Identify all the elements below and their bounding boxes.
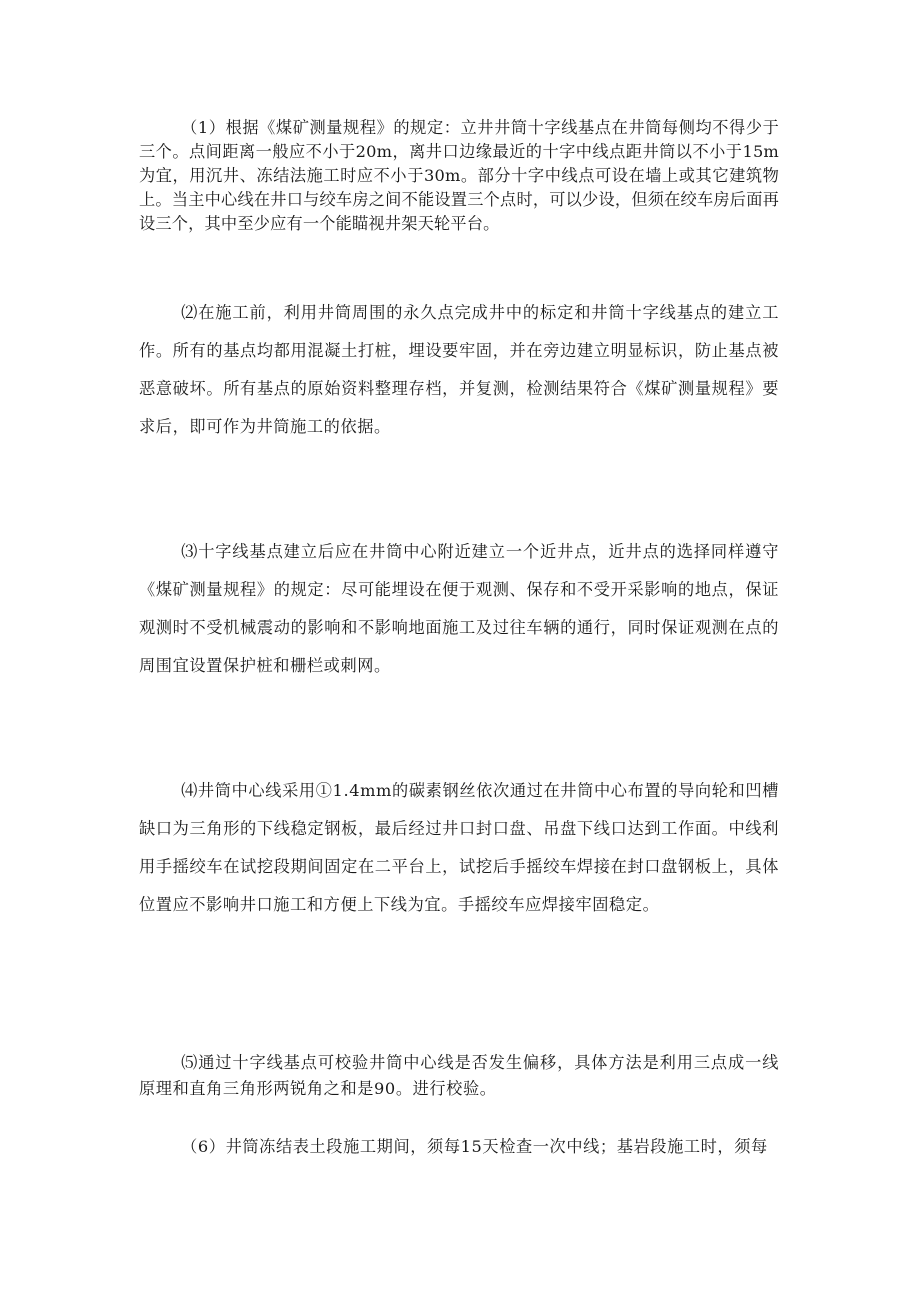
paragraph-6: （6）井筒冻结表土段施工期间，须每15天检查一次中线；基岩段施工时，须每 <box>181 1137 768 1156</box>
paragraph-4: ⑷井筒中心线采用①1.4mm的碳素钢丝依次通过在井筒中心布置的导向轮和凹槽缺口为三角形的下线稳定钢板，最后经过井口封口盘、吊盘下线口达到工作面。中线利用手摇绞车在试挖段期间固定在二平台上，试挖后手摇绞车焊接在封口盘钢板上，具体位置应不影响井口施工和方便上下线为宜。手摇绞车应焊接牢固稳定。 <box>139 781 779 914</box>
paragraph-5: ⑸通过十字线基点可校验井筒中心线是否发生偏移，具体方法是利用三点成一线原理和直角三角形两锐角之和是90。进行校验。 <box>139 1053 779 1098</box>
paragraph-2: ⑵在施工前，利用井筒周围的永久点完成井中的标定和井筒十字线基点的建立工作。所有的基点均都用混凝土打桩，埋设要牢固，并在旁边建立明显标识，防止基点被恶意破坏。所有基点的原始资料整理存档，并复测，检测结果符合《煤矿测量规程》要求后，即可作为井筒施工的依据。 <box>139 303 779 436</box>
paragraph-1: （1）根据《煤矿测量规程》的规定：立井井筒十字线基点在井筒每侧均不得少于三个。点间距离一般应不小于20m，离井口边缘最近的十字中线点距井筒以不小于15m为宜，用沉井、冻结法施工时应不小于30m。部分十字中线点可设在墙上或其它建筑物上。当主中心线在井口与绞车房之间不能设置三个点时，可以少设，但须在绞车房后面再设三个，其中至少应有一个能瞄视井架天轮平台。 <box>139 118 779 233</box>
paragraph-3: ⑶十字线基点建立后应在井筒中心附近建立一个近井点，近井点的选择同样遵守《煤矿测量规程》的规定：尽可能埋设在便于观测、保存和不受开采影响的地点，保证观测时不受机械震动的影响和不影响地面施工及过往车辆的通行，同时保证观测在点的周围宜设置保护桩和栅栏或刺网。 <box>139 542 779 675</box>
